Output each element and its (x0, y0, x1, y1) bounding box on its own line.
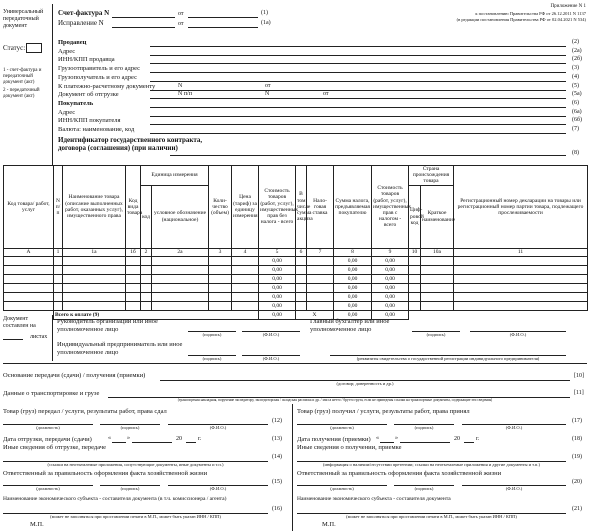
table-cell[interactable] (296, 283, 307, 292)
table-cell[interactable] (126, 292, 141, 301)
seller-row-num: (6) (572, 99, 579, 106)
passed-sign-cap: (подпись) (120, 425, 140, 430)
field-num-12: (12) (272, 418, 282, 424)
acc-sign-cap: (подпись) (426, 332, 446, 337)
seller-row-label: Адрес (58, 47, 76, 55)
table-cell[interactable] (409, 265, 421, 274)
left-resp-sign-cap: (подпись) (120, 486, 140, 491)
table-row (4, 274, 588, 283)
column-number: 6 (296, 248, 307, 256)
status-note-1: 1 - счет-фактура и передаточный документ (акт) (3, 68, 42, 85)
column-number: 11 (454, 248, 588, 256)
right-resp-sign-cap: (подпись) (414, 486, 434, 491)
th-cost: Стоимость товаров (работ, услуг), имущественных прав без налога - всего (259, 166, 296, 249)
table-cell[interactable] (54, 256, 63, 265)
field-num-14: (14) (272, 454, 282, 460)
table-cell[interactable] (409, 256, 421, 265)
received-label: Товар (груз) получил / услуги, результаты работ, права принял (297, 408, 470, 415)
document-title: Универсальный передаточный документ (3, 9, 44, 29)
table-cell[interactable] (63, 292, 126, 301)
table-cell[interactable] (454, 292, 588, 301)
total-x: X (296, 310, 334, 319)
field-num-10: [10] (574, 373, 584, 379)
table-cell[interactable] (409, 301, 421, 310)
table-cell[interactable]: 0,00 (372, 301, 409, 310)
table-cell[interactable]: 0,00 (259, 301, 296, 310)
th-code: Код товара/ работ, услуг (4, 166, 54, 249)
th-reg: Регистрационный номер декларации на товары или регистрационный номер партии товара, подлежащего прослеживаемости (454, 166, 588, 249)
column-number: 4 (232, 248, 259, 256)
column-number: 9 (372, 248, 409, 256)
appendix-edit: (в редакции постановления Правительства РФ от 02.04.2021 N 534) (456, 17, 586, 22)
doc-from-marker: от (265, 82, 271, 89)
table-cell[interactable] (296, 274, 307, 283)
table-cell[interactable] (296, 301, 307, 310)
table-cell[interactable] (307, 292, 334, 301)
th-unit-code: код (141, 185, 152, 248)
invoice-page: Универсальный передаточный документ Статус: 1 - счет-фактура и передаточный документ (акт) 2 - передаточный документ (акт) Счет-фактура N от (1) Исправление N от (1а) Приложение N 1 к постановлению Правительства РФ от 26.12.2011 N 1137 (в редакции постановления Правительства РФ от 02.04.2021 N 534) Продавец (2) Адрес (2а) ИНН/КПП продавца (2б) Грузоотправитель и его адрес (3) Грузополучатель и его адрес (4) К платежно-расчетному документу (5) Документ об отгрузке (5а) Покупатель (6) Адрес (6а) ИНН/КПП покупателя (6б) Валюта: наименование, код (7) N от N п/п от N Идентификатор государственного контракта, договора (соглашения) (при наличии) (8) Код товара/ работ, услуг N п/п Наименование товара (описание выполненных работ, оказанных услуг), имущественного права Код вида товара Единица измерения Коли-чество (объем) Цена (тариф) за единицу измерения Стоимость товаров (работ, услуг), имущественных прав без налога - всего В том числе сумма акциза Нало-говая ставка Сумма налога, предъявляемая покупателю Стоимость товаров (работ, услуг), имущественных прав с налогом - всего Страна происхождения товара Регистрационный номер декларации на товары или регистрационный номер партии товара, подлежащего прослеживаемости код условное обозначение (национальное) Циф-ровой код Краткое наименование А 1 1а 1б 2 2а 3 4 5 6 7 8 9 10 10а 11 0,00 0,00 0,00 0,00 0,00 0,00 0,00 0,00 0,00 0,00 0,00 0,00 0,00 0,00 0,00 0,00 0,00 0,00 Всего к оплате (9) 0,00 X 0,00 0,00 Документ составлен на листах Руководитель организации или иное уполномоченное лицо (подпись) (Ф.И.О.) Главный бухгалтер или иное уполномоченное лицо (подпись) (Ф.И.О.) Индивидуальный предприниматель или иное уполномоченное лицо (подпись) (Ф.И.О.) (реквизиты свидетельства о государственной регистрации индивидуального предпринимателя) Основание передачи (сдачи) / получения (приемки) [10] (договор; доверенность и др.) Данные о транспортировке и грузе [11] (транспортная накладная, поручение экспедитору, экспедиторская / складская расписка и др. / масса нетто / брутто груза, если не приведены ссылки на транспортные документы, содержащие эти сведения) Товар (груз) передал / услуги, результаты работ, права сдал (12) (должность) (подпись) (Ф.И.О.) Дата отгрузки, передачи (сдачи) « » 20 г. (13) Иные сведения об отгрузке, передаче (14) (ссылки на неотъемлемые приложения, сопутствующие документы, иные документы и т.п.) Ответственный за правильность оформления факта хозяйственной жизни (15) (должность) (подпись) (Ф.И.О.) Наименование экономического субъекта - составителя документа (в т.ч. комиссионера / агента) (16) (может не заполняться при проставлении печати в М.П., может быть указан ИНН / КПП) М.П. Товар (груз) получил / услуги, результаты работ, права принял (17) (должность) (подпись) (Ф.И.О.) Дата получения (приемки) « » 20 г. (18) Иные сведения о получении, приемке (19) (информация о наличии/отсутствии претензии; ссылки на неотъемлемые приложения и другие документы и т.п.) Ответственный за правильность оформления факта хозяйственной жизни (20) (должность) (подпись) (Ф.И.О.) Наименование экономического субъекта - составителя документа (21) (может не заполняться при проставлении печати в М.П., может быть указан ИНН / КПП) М.П. (0, 0, 590, 531)
table-cell[interactable]: 0,00 (334, 256, 372, 265)
field-num-18: (18) (572, 436, 582, 442)
table-cell[interactable] (152, 256, 209, 265)
field-num-1: (1) (261, 10, 268, 16)
table-cell[interactable]: 0,00 (372, 283, 409, 292)
table-cell[interactable] (307, 256, 334, 265)
table-cell[interactable]: 0,00 (334, 301, 372, 310)
seller-row-num: (2а) (572, 47, 582, 54)
table-row (4, 256, 588, 265)
basis-label: Основание передачи (сдачи) / получения (приемки) (3, 372, 146, 379)
seller-row-line[interactable] (150, 55, 566, 56)
table-cell[interactable] (141, 301, 152, 310)
doc-from-marker: от (323, 91, 329, 98)
table-cell[interactable] (307, 274, 334, 283)
field-num-17: (17) (572, 418, 582, 424)
table-cell[interactable] (63, 301, 126, 310)
table-cell[interactable] (307, 301, 334, 310)
table-cell[interactable] (54, 265, 63, 274)
table-cell[interactable] (126, 301, 141, 310)
table-cell[interactable] (141, 265, 152, 274)
status-label: Статус: (3, 44, 26, 52)
total-cost: 0,00 (259, 310, 296, 319)
seller-row-num: (6б) (572, 117, 583, 124)
seller-row-num: (2) (572, 39, 579, 45)
head-sign-cap: (подпись) (202, 332, 222, 337)
field-num-15: (15) (272, 479, 282, 485)
recv-pos-cap: (должность) (330, 425, 354, 430)
seller-row-line[interactable] (150, 72, 566, 73)
right-entity-cap: (может не заполняться при проставлении печати в М.П., может быть указан ИНН / КПП) (346, 514, 517, 519)
seller-row-num: (3) (572, 65, 579, 72)
ship-other-cap: (ссылки на неотъемлемые приложения, сопутствующие документы, иные документы и т.п.) (47, 462, 224, 467)
table-cell[interactable]: 0,00 (259, 274, 296, 283)
gov-contract-label: Идентификатор государственного контракта, договора (соглашения) (при наличии) (58, 136, 203, 152)
table-cell[interactable] (454, 265, 588, 274)
doc-number-marker: N п/п (178, 91, 192, 98)
table-cell[interactable] (232, 274, 259, 283)
head-label: Руководитель организации или иное уполномоченное лицо (57, 318, 158, 333)
th-tax: Сумма налога, предъявляемая покупателю (334, 166, 372, 249)
table-cell[interactable] (4, 301, 54, 310)
entrepreneur-label: Индивидуальный предприниматель или иное уполномоченное лицо (57, 341, 183, 356)
seller-row-label: Покупатель (58, 99, 94, 107)
left-resp-label: Ответственный за правильность оформления факта хозяйственной жизни (3, 470, 208, 477)
th-name: Наименование товара (описание выполненных работ, оказанных услуг), имущественного права (63, 166, 126, 249)
passed-fio-cap: (Ф.И.О.) (209, 425, 227, 430)
ship-date-label: Дата отгрузки, передачи (сдачи) (3, 436, 92, 443)
seller-row-label: Документ об отгрузке (58, 91, 119, 99)
right-mp: М.П. (322, 521, 336, 528)
th-unit: Единица измерения (141, 166, 209, 186)
appendix-note: к постановлению Правительства РФ от 26.12.2011 N 1137 (475, 11, 586, 16)
table-cell[interactable] (232, 283, 259, 292)
table-cell[interactable] (307, 283, 334, 292)
table-cell[interactable] (421, 301, 454, 310)
ship-g: г. (198, 436, 202, 442)
th-qty: Коли-чество (объем) (209, 166, 232, 249)
column-number: А (4, 248, 54, 256)
column-number: 1а (63, 248, 126, 256)
table-row (4, 292, 588, 301)
column-number: 5 (259, 248, 296, 256)
table-cell[interactable] (4, 292, 54, 301)
field-num-20: (20) (572, 479, 582, 485)
left-resp-pos-cap: (должность) (36, 486, 60, 491)
table-row (4, 265, 588, 274)
table-cell[interactable] (296, 265, 307, 274)
table-cell[interactable] (152, 283, 209, 292)
doc-number-marker: N (178, 82, 183, 89)
table-cell[interactable] (454, 283, 588, 292)
column-number: 10а (421, 248, 454, 256)
th-rate: Нало-говая ставка (307, 166, 334, 249)
invoice-label: Счет-фактура N (58, 9, 110, 17)
th-unit-name: условное обозначение (национальное) (152, 185, 209, 248)
recv-other-cap: (информация о наличии/отсутствии претензии; ссылки на неотъемлемые приложения и другие документы и т.п.) (323, 462, 540, 467)
basis-cap: (договор; доверенность и др.) (336, 381, 394, 386)
table-cell[interactable] (54, 301, 63, 310)
table-cell[interactable]: 0,00 (372, 292, 409, 301)
correction-from: от (178, 21, 184, 27)
table-cell[interactable]: 0,00 (259, 283, 296, 292)
table-cell[interactable] (296, 292, 307, 301)
seller-row-line[interactable] (150, 81, 566, 82)
seller-row-line[interactable] (150, 107, 566, 108)
table-cell[interactable] (409, 274, 421, 283)
table-cell[interactable] (126, 274, 141, 283)
recv-year: 20 (454, 436, 460, 442)
right-resp-label: Ответственный за правильность оформления факта хозяйственной жизни (297, 470, 502, 477)
seller-row-line[interactable] (150, 46, 566, 47)
table-cell[interactable] (209, 283, 232, 292)
recv-other-label: Иные сведения о получении, приемке (297, 444, 402, 451)
table-cell[interactable]: 0,00 (334, 274, 372, 283)
column-numbers-row (4, 248, 588, 256)
th-excise: В том числе сумма акциза (296, 166, 307, 249)
table-row (4, 301, 588, 310)
recv-fio-cap: (Ф.И.О.) (505, 425, 523, 430)
table-cell[interactable] (209, 292, 232, 301)
field-num-13: (13) (272, 436, 282, 442)
seller-row-num: (7) (572, 126, 579, 132)
table-cell[interactable]: 0,00 (372, 274, 409, 283)
left-entity-cap: (может не заполняться при проставлении печати в М.П., может быть указан ИНН / КПП) (50, 514, 221, 519)
passed-label: Товар (груз) передал / услуги, результаты работ, права сдал (3, 408, 167, 415)
table-cell[interactable] (126, 256, 141, 265)
table-cell[interactable] (141, 256, 152, 265)
table-cell[interactable] (454, 256, 588, 265)
table-cell[interactable] (454, 274, 588, 283)
table-cell[interactable] (296, 256, 307, 265)
table-cell[interactable] (4, 265, 54, 274)
total-with: 0,00 (372, 310, 409, 319)
sheets-label: листах (30, 334, 48, 340)
table-cell[interactable] (4, 256, 54, 265)
th-np: N п/п (54, 166, 63, 249)
table-cell[interactable] (307, 265, 334, 274)
table-cell[interactable] (209, 256, 232, 265)
table-cell[interactable] (421, 274, 454, 283)
table-cell[interactable]: 0,00 (334, 265, 372, 274)
table-cell[interactable]: 0,00 (259, 256, 296, 265)
appendix-title: Приложение N 1 (550, 4, 586, 9)
right-resp-pos-cap: (должность) (330, 486, 354, 491)
doc-pages-label: Документ составлен на (3, 316, 36, 329)
table-cell[interactable] (63, 265, 126, 274)
table-cell[interactable] (4, 274, 54, 283)
ship-year: 20 (176, 436, 182, 442)
seller-row-label: К платежно-расчетному документу (58, 82, 156, 90)
table-cell[interactable] (126, 265, 141, 274)
correction-label: Исправление N (58, 19, 104, 27)
recv-g: г. (476, 436, 480, 442)
table-cell[interactable]: 0,00 (259, 292, 296, 301)
invoice-from: от (178, 11, 184, 17)
doc-number-marker: N (265, 91, 270, 98)
ent-fio-cap: (Ф.И.О.) (262, 356, 280, 361)
seller-row-line[interactable] (150, 124, 566, 125)
column-number: 1б (126, 248, 141, 256)
table-cell[interactable] (4, 283, 54, 292)
table-cell[interactable] (209, 301, 232, 310)
field-num-8: (8) (572, 150, 579, 156)
th-cost-with: Стоимость товаров (работ, услуг), имущественных прав с налогом - всего (372, 166, 409, 249)
table-cell[interactable] (232, 292, 259, 301)
seller-row-label: Продавец (58, 39, 87, 46)
table-cell[interactable]: 0,00 (334, 292, 372, 301)
total-label: Всего к оплате (9) (54, 310, 259, 319)
table-cell[interactable] (232, 256, 259, 265)
seller-row-line[interactable] (150, 98, 566, 99)
table-cell[interactable] (141, 292, 152, 301)
table-cell[interactable] (54, 283, 63, 292)
field-num-21: (21) (572, 506, 582, 512)
th-short-name: Краткое наименование (421, 185, 454, 248)
seller-row-label: Валюта: наименование, код (58, 126, 135, 133)
column-number: 8 (334, 248, 372, 256)
transport-cap: (транспортная накладная, поручение экспедитору, экспедиторская / складская расписка и др. / масса нетто / брутто груза, если не приведены ссылки на транспортные документы, содержащие эти сведения) (177, 398, 493, 402)
recv-sign-cap: (подпись) (414, 425, 434, 430)
column-number: 10 (409, 248, 421, 256)
table-cell[interactable] (63, 274, 126, 283)
recv-date-label: Дата получения (приемки) (297, 436, 371, 443)
th-origin: Страна происхождения товара (409, 166, 454, 186)
seller-row-num: (5а) (572, 91, 582, 98)
table-cell[interactable] (152, 274, 209, 283)
table-cell[interactable] (409, 283, 421, 292)
column-number: 3 (209, 248, 232, 256)
left-resp-fio-cap: (Ф.И.О.) (209, 486, 227, 491)
table-cell[interactable] (421, 283, 454, 292)
field-num-1a: (1а) (261, 20, 271, 26)
table-cell[interactable]: 0,00 (372, 265, 409, 274)
seller-row-num: (6а) (572, 108, 582, 115)
table-cell[interactable] (409, 292, 421, 301)
acc-fio-cap: (Ф.И.О.) (509, 332, 527, 337)
left-mp: М.П. (30, 521, 44, 528)
table-cell[interactable] (421, 292, 454, 301)
table-cell[interactable] (152, 292, 209, 301)
total-tax: 0,00 (334, 310, 372, 319)
table-cell[interactable] (141, 283, 152, 292)
table-cell[interactable] (141, 274, 152, 283)
status-box[interactable] (26, 43, 42, 53)
column-number: 7 (307, 248, 334, 256)
table-cell[interactable] (63, 283, 126, 292)
seller-row-label: ИНН/КПП покупателя (58, 117, 121, 125)
seller-row-line[interactable] (150, 116, 566, 117)
seller-row-label: ИНН/КПП продавца (58, 56, 115, 64)
right-resp-fio-cap: (Ф.И.О.) (505, 486, 523, 491)
column-number: 2а (152, 248, 209, 256)
table-cell[interactable]: 0,00 (334, 283, 372, 292)
table-cell[interactable]: 0,00 (372, 256, 409, 265)
seller-row-line[interactable] (150, 63, 566, 64)
seller-row-num: (5) (572, 82, 579, 89)
seller-row-label: Адрес (58, 108, 76, 116)
table-cell[interactable] (454, 301, 588, 310)
right-entity-label: Наименование экономического субъекта - составителя документа (297, 496, 451, 502)
table-cell[interactable] (54, 292, 63, 301)
status-note-2: 2 - передаточный документ (акт) (3, 88, 40, 99)
th-kind: Код вида товара (126, 166, 141, 249)
table-cell[interactable]: 0,00 (259, 265, 296, 274)
th-digit-code: Циф-ровой код (409, 185, 421, 248)
table-cell[interactable] (209, 274, 232, 283)
table-cell[interactable] (421, 265, 454, 274)
th-price: Цена (тариф) за единицу измерения (232, 166, 259, 249)
seller-row-label: Грузоотправитель и его адрес (58, 65, 141, 73)
table-row (4, 283, 588, 292)
field-num-19: (19) (572, 454, 582, 460)
seller-row-line[interactable] (150, 133, 566, 134)
seller-row-num: (4) (572, 73, 579, 80)
ent-sign-cap: (подпись) (202, 356, 222, 361)
field-num-11: [11] (574, 390, 584, 396)
table-cell[interactable] (209, 265, 232, 274)
head-fio-cap: (Ф.И.О.) (262, 332, 280, 337)
column-number: 1 (54, 248, 63, 256)
ship-other-label: Иные сведения об отгрузке, передаче (3, 444, 106, 451)
left-entity-label: Наименование экономического субъекта - составителя документа (в т.ч. комиссионера / агента) (3, 496, 227, 502)
passed-pos-cap: (должность) (36, 425, 60, 430)
table-cell[interactable] (421, 256, 454, 265)
table-cell[interactable] (152, 265, 209, 274)
accountant-label: Главный бухгалтер или иное уполномоченное лицо (310, 318, 390, 333)
field-num-16: (16) (272, 506, 282, 512)
column-number: 2 (141, 248, 152, 256)
seller-row-num: (2б) (572, 56, 583, 63)
table-cell[interactable] (232, 265, 259, 274)
seller-row-label: Грузополучатель и его адрес (58, 73, 137, 81)
transport-label: Данные о транспортировке и грузе (3, 390, 100, 397)
table-cell[interactable] (126, 283, 141, 292)
table-cell[interactable] (54, 274, 63, 283)
table-cell[interactable] (152, 301, 209, 310)
table-cell[interactable] (232, 301, 259, 310)
table-cell[interactable] (63, 256, 126, 265)
items-table (3, 165, 588, 320)
seller-row-line[interactable] (150, 90, 566, 91)
ent-reg-cap: (реквизиты свидетельства о государственной регистрации индивидуального предпринимателя) (356, 356, 540, 361)
